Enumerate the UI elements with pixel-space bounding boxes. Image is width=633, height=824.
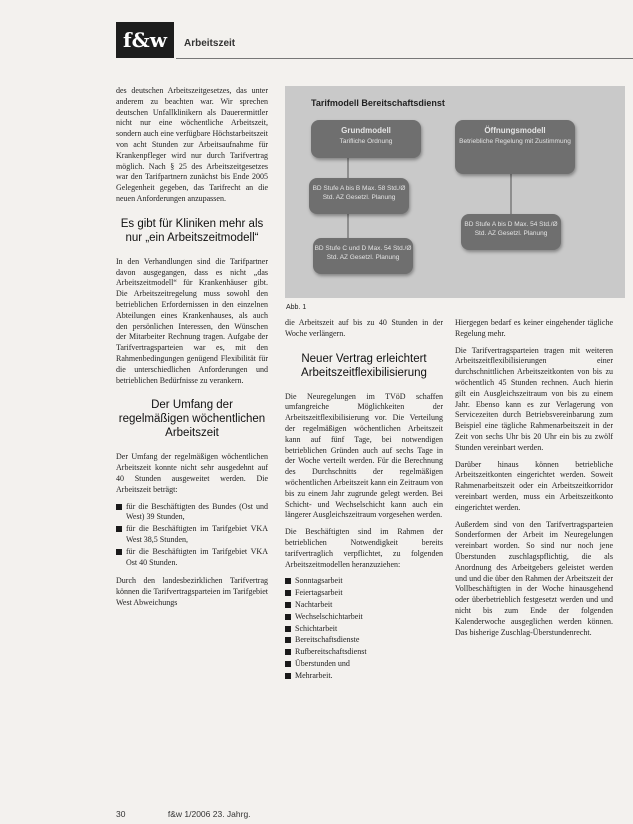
figure-title: Tarifmodell Bereitschaftsdienst <box>311 98 445 108</box>
bd-stufe-ab-box <box>309 178 409 214</box>
col1-paragraph: In den Verhandlungen sind die Tarifpartner davon ausgegangen, dass es nicht „das Arbeitszeitmodell“ für Krankenhäuser gibt. Die Arbeitszeitregelung muss sowohl den betrieblichen Erfordernissen in den einzelnen Abteilungen eines Krankenhauses, als auch den persönlichen Interessen, den Wünschen der Mitarbeiter Rechnung tragen. Aufgabe der Tarifvertragsparteien war es, mit den Rahmenbedingungen genügend Flexibilität für die unterschiedlichen Anforderungen und betrieblichen Bedürfnisse zu verankern. <box>116 256 268 385</box>
grundmodell-box <box>311 120 421 158</box>
col1-paragraph: des deutschen Arbeitszeitgesetzes, das unter anderem zu beachten war. Wir sprechen deutschen Unfallklinikern als Dauerermittler nicht nur eine wöchentliche Arbeitszeit, sondern auch eine verfügbare Höchstarbeitszeit von acht Stunden zur Arbeitsaufnahme für Krankenpfleger wird nur durch Tarifvertrag möglich. Nach § 25 des Arbeitszeitgesetzes war den Tarifpartnern zunächst bis Ende 2005 Gelegenheit gegeben, das Tarifrecht an die neuen Anforderungen anzupassen. <box>116 86 268 203</box>
bd-stufe-cd-box <box>313 238 413 274</box>
col2-heading: Neuer Vertrag erleichtert Arbeitszeitflexibilisierung <box>301 352 427 379</box>
col2-list <box>285 576 443 681</box>
list-item: Nachtarbeit <box>285 600 443 611</box>
list-item: Wechselschichtarbeit <box>285 612 443 623</box>
list-item: für die Beschäftigten im Tarifgebiet VKA Ost 40 Stunden. <box>116 547 268 569</box>
list-item: Mehrarbeit. <box>285 671 443 682</box>
col3-paragraph: Die Tarifvertragsparteien tragen mit weiteren Arbeitszeitflexibilisierungen einer durchschnittlichen Arbeitszeitkonten von bis zu wöchentlich 45 Stunden rechnen. Auch hierin gilt ein Ausgleichszeitraum von bis zu einem Jahr. Ebenso kann es zur Verlagerung von Servicezeiten durch Betriebsvereinbarung zum Beispiel eine tägliche Rahmenarbeitszeit in der Zeit von sechs Uhr bis 20 Uhr ein bis zu zwölf Stunden vereinbart werden. <box>455 345 613 452</box>
list-item: Bereitschaftsdienste <box>285 635 443 646</box>
journal-logo: f&w <box>116 22 174 58</box>
col1-heading: Es gibt für Kliniken mehr als nur „ein Arbeitszeitmodell“ <box>120 217 264 244</box>
list-item: Sonntagsarbeit <box>285 576 443 587</box>
column-1 <box>116 86 268 615</box>
section-title: Arbeitszeit <box>184 38 236 49</box>
col2-paragraph: Die Neuregelungen im TVöD schaffen umfangreiche Möglichkeiten der Arbeitszeitflexibilisierung vor. Die Verteilung der regelmäßigen wöchentlichen Arbeitszeit kann auf fünf Tage, bei notwendigen betrieblichen Gründen auch auf sechs Tage in der Woche verteilt werden. Für die Berechnung des Durchschnitts der regelmäßigen wöchentlichen Arbeitszeit kann ein Zeitraum von bis zu einem Jahr zugrunde gelegt werden. Bei Schicht- und Wechselschicht kann auch ein längerer Ausgleichszeitraum vorgesehen werden. <box>285 391 443 520</box>
header-rule <box>176 58 633 59</box>
list-item: Überstunden und <box>285 659 443 670</box>
figure-caption: Abb. 1 <box>286 304 307 311</box>
col3-paragraph: Darüber hinaus können betriebliche Arbeitszeitkonten eingerichtet werden. Soweit Rahmenarbeitszeit oder ein Arbeitszeitkorridor vereinbart werden, muss ein Arbeitszeitkonto eingerichtet werden. <box>455 459 613 512</box>
col2-paragraph: Die Beschäftigten sind im Rahmen der betrieblichen Notwendigkeit bereits tarifvertraglich verpflichtet, zu folgenden Arbeitszeitmodellen heranzuziehen: <box>285 527 443 569</box>
figure-diagram <box>285 86 625 298</box>
col3-paragraph: Außerdem sind von den Tarifvertragsparteien Sonderformen der Arbeit im Neuregelungen vereinbart worden. So sind nur noch jene Überstunden zuschlagspflichtig, die als Anordnung des Arbeitgebers geleistet werden und und die über den Rahmen der Arbeitszeit der Vollbeschäftigten in der Woche hinausgehend oder überbetrieblich festgesetzt werden und und nicht bis zum Ende der folgenden Kalenderwoche ausgeglichen werden können. Das bisherige Zuschlag-Überstundenrecht. <box>455 519 613 637</box>
col1-heading: Der Umfang der regelmäßigen wöchentlichen Arbeitszeit <box>118 399 266 440</box>
list-item: Schichtarbeit <box>285 624 443 635</box>
oeffnungsmodell-subtitle: Betriebliche Regelung mit Zustimmung <box>459 138 571 145</box>
col2-paragraph: die Arbeitszeit auf bis zu 40 Stunden in der Woche verlängern. <box>285 318 443 338</box>
oeffnungsmodell-title: Öffnungsmodell <box>484 126 546 135</box>
grundmodell-title: Grundmodell <box>341 126 391 135</box>
list-item: Feiertagsarbeit <box>285 588 443 599</box>
page-number: 30 <box>116 809 126 819</box>
journal-issue: f&w 1/2006 23. Jahrg. <box>167 809 251 819</box>
col1-paragraph: Der Umfang der regelmäßigen wöchentlichen Arbeitszeit konnte nicht sehr ausgedehnt auf 40 Stunden ausgeweitet werden. Die Arbeitszeit beträgt: <box>116 452 268 494</box>
column-2 <box>285 318 443 690</box>
list-item: für die Beschäftigten im Tarifgebiet VKA West 38,5 Stunden, <box>116 524 268 546</box>
grundmodell-subtitle: Tarifliche Ordnung <box>339 138 393 145</box>
bd-stufe-ad-text: BD Stufe A bis D Max. 54 Std./Ø Std. AZ Gesetzl. Planung <box>464 221 558 237</box>
page-footer <box>116 809 291 819</box>
list-item: für die Beschäftigten des Bundes (Ost und West) 39 Stunden, <box>116 502 268 524</box>
bd-stufe-ad-box <box>461 214 561 250</box>
col3-paragraph: Hiergegen bedarf es keiner eingehender tägliche Regelung mehr. <box>455 318 613 338</box>
col1-list <box>116 502 268 569</box>
list-item: Rufbereitschaftsdienst <box>285 647 443 658</box>
column-3 <box>455 318 613 644</box>
oeffnungsmodell-box <box>455 120 575 174</box>
bd-stufe-cd-text: BD Stufe C und D Max. 54 Std./Ø Std. AZ Gesetzl. Planung <box>314 245 412 261</box>
col1-paragraph: Durch den landesbezirklichen Tarifvertrag können die Tarifvertragsparteien im Tarifgebiet West Abweichungs <box>116 576 268 607</box>
bd-stufe-ab-text: BD Stufe A bis B Max. 58 Std./Ø Std. AZ Gesetzl. Planung <box>312 185 406 201</box>
